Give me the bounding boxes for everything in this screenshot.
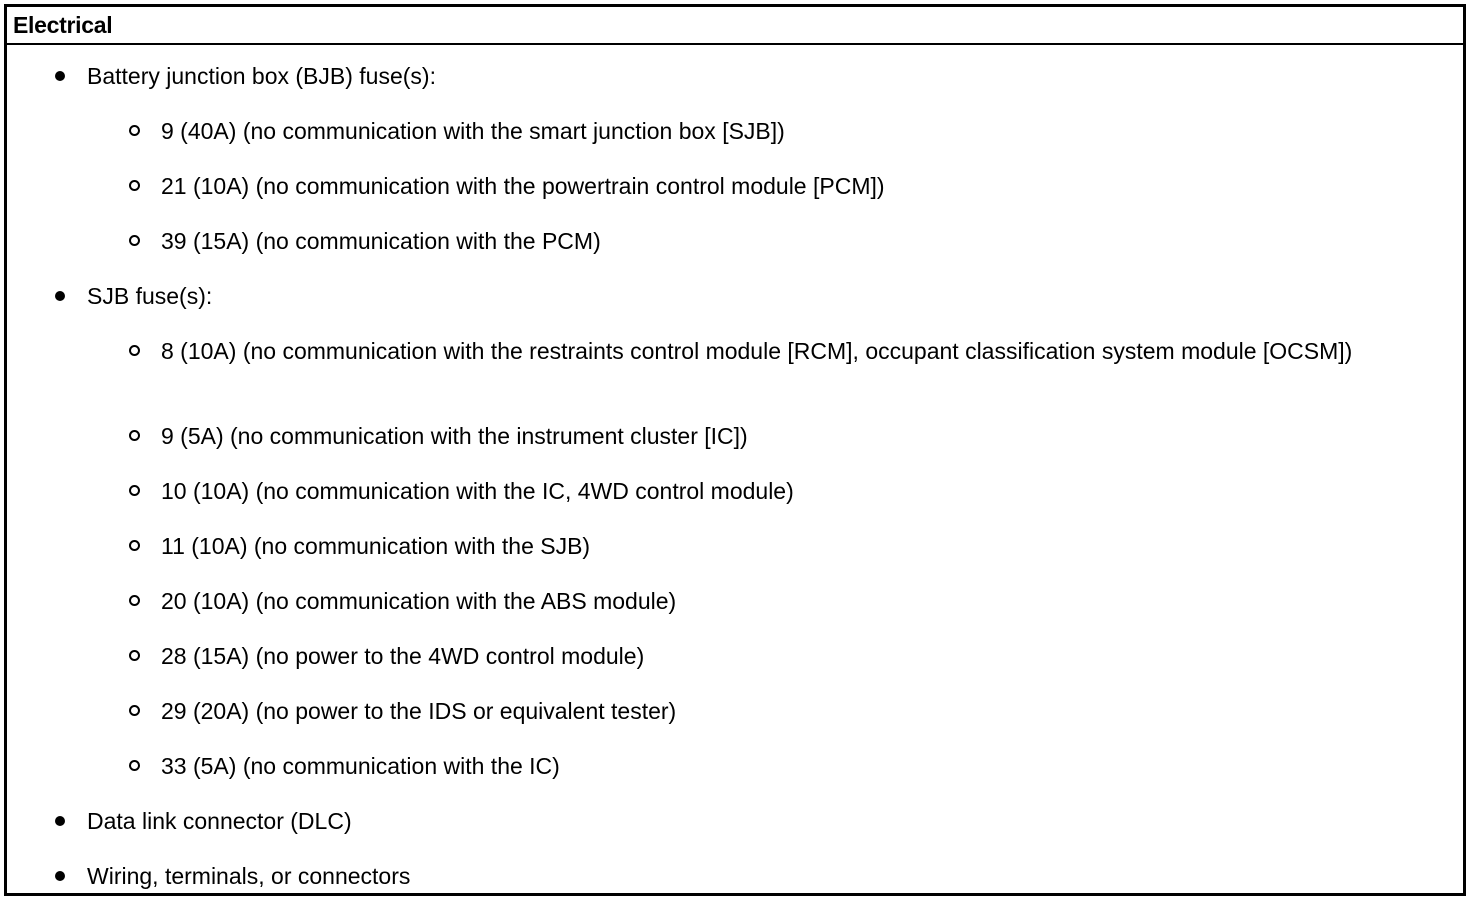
sub-list-item-text: 29 (20A) (no power to the IDS or equivalent tester)	[161, 698, 677, 724]
table-header	[7, 7, 1463, 45]
bullet-circle-icon	[129, 235, 140, 246]
bullet-circle-icon	[129, 125, 140, 136]
list-item-text: Data link connector (DLC)	[87, 808, 352, 834]
bullet-circle-icon	[129, 650, 140, 661]
bullet-circle-icon	[129, 345, 140, 356]
sub-list-item-text: 9 (5A) (no communication with the instrument cluster [IC])	[161, 423, 748, 449]
sub-list-item-text: 11 (10A) (no communication with the SJB)	[161, 533, 591, 559]
bullet-circle-icon	[129, 430, 140, 441]
section-title: Electrical	[13, 11, 113, 38]
bullet-circle-icon	[129, 180, 140, 191]
bullet-circle-icon	[129, 705, 140, 716]
electrical-table	[4, 4, 1466, 896]
list-item-text: Battery junction box (BJB) fuse(s):	[87, 63, 436, 89]
sub-list-item-text: 20 (10A) (no communication with the ABS module)	[161, 588, 677, 614]
bullet-circle-icon	[129, 595, 140, 606]
list-item-text: SJB fuse(s):	[87, 283, 213, 309]
sub-list-item-text: 33 (5A) (no communication with the IC)	[161, 753, 560, 779]
sub-list-item-text: 39 (15A) (no communication with the PCM)	[161, 228, 601, 254]
list-item-text: Wiring, terminals, or connectors	[87, 863, 411, 889]
bullet-disc-icon	[55, 291, 65, 301]
bullet-circle-icon	[129, 540, 140, 551]
sub-list-item-text: 10 (10A) (no communication with the IC, 4WD control module)	[161, 478, 794, 504]
bullet-disc-icon	[55, 71, 65, 81]
sub-list-item-text: 21 (10A) (no communication with the powertrain control module [PCM])	[161, 173, 885, 199]
bullet-disc-icon	[55, 871, 65, 881]
bullet-circle-icon	[129, 760, 140, 771]
sub-list-item-text: 8 (10A) (no communication with the restraints control module [RCM], occupant classification system module [OCSM])	[161, 338, 1353, 364]
bullet-circle-icon	[129, 485, 140, 496]
bullet-disc-icon	[55, 816, 65, 826]
sub-list-item-text: 9 (40A) (no communication with the smart junction box [SJB])	[161, 118, 785, 144]
sub-list-item-text: 28 (15A) (no power to the 4WD control module)	[161, 643, 645, 669]
